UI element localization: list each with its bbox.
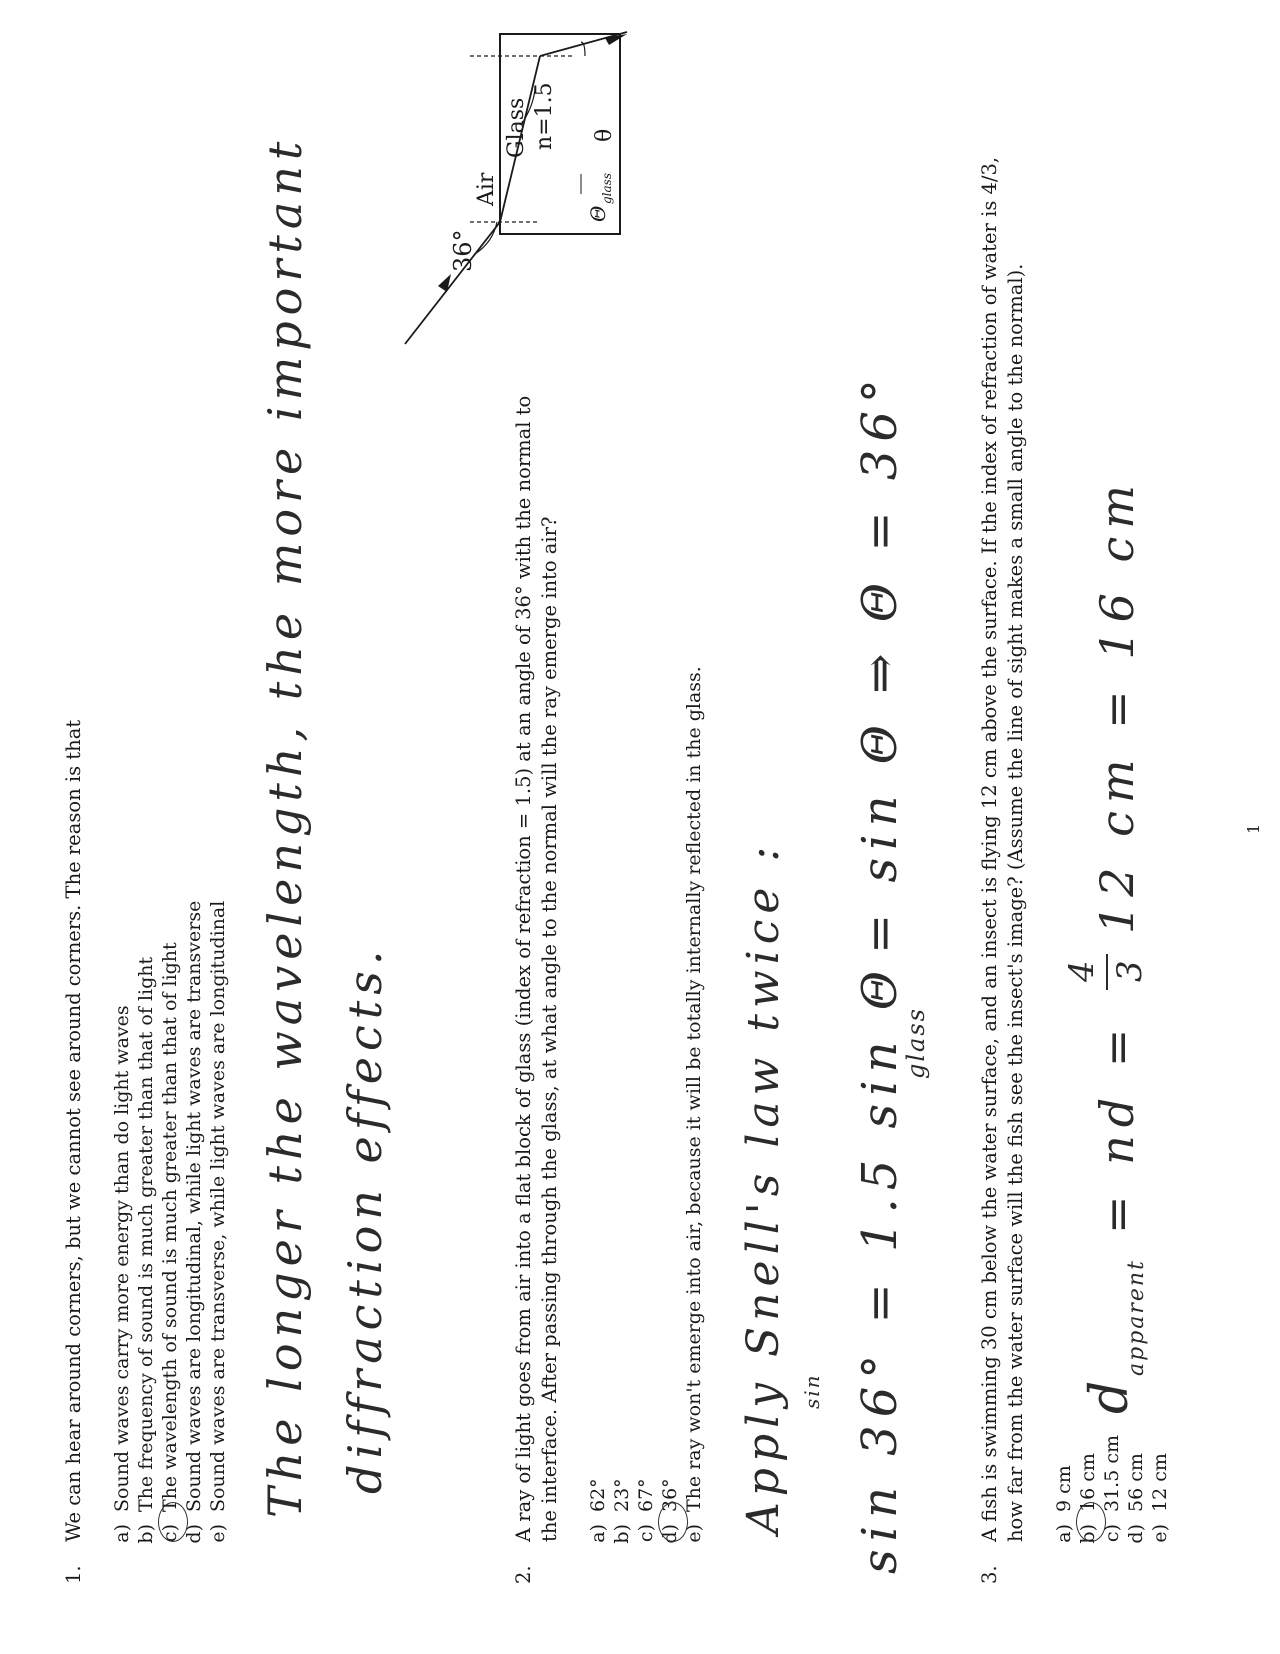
option-text: 36° [659,1478,681,1512]
page-number: 1 [1244,823,1263,834]
q2-option-e [680,666,708,1558]
glass-angle-subscript: glass [600,173,614,204]
question-3-text-line-2: how far from the water surface will the fish see the insect's image? (Assume the line of sight makes a small angle to the normal). [1004,263,1027,1542]
option-text: The ray won't emerge into air, because it will be totally internally reflected in the glass. [683,666,705,1512]
q3-handwriting-subscript: apparent [1124,1259,1149,1376]
q3-handwriting-fraction-bottom: 3 [1110,958,1150,982]
question-1-number: 1. [62,1565,85,1584]
q1-option-e [204,901,232,1558]
q1-handwriting-line-2: diffraction effects. [338,944,392,1494]
option-text: 23° [611,1478,633,1512]
question-2-number: 2. [512,1565,535,1584]
option-text: The frequency of sound is much greater than that of light [135,956,157,1512]
incident-angle-label: 36° [449,229,477,272]
question-3-text-line-1: A fish is swimming 30 cm below the water surface, and an insect is flying 12 cm above the surface. If the index of refraction of water is 4/3, [978,156,1001,1542]
q3-option-e [1146,1453,1174,1558]
option-label: d) [659,1524,681,1544]
incident-arrow-icon [438,274,451,292]
q2-handwriting-line-1: Apply Snell's law twice : [738,840,789,1534]
option-label: e) [207,1524,229,1543]
question-1-text: We can hear around corners, but we cannot see around corners. The reason is that [62,719,85,1542]
option-label: a) [111,1524,133,1543]
index-label: n=1.5 [532,82,557,150]
q2-handwriting-sin-note: sin [800,1373,824,1409]
glass-angle-label: Θ [586,205,610,222]
option-label: e) [683,1524,705,1543]
glass-label: Glass [504,97,529,158]
option-label: c) [1101,1524,1123,1543]
option-label: e) [1149,1524,1171,1543]
option-text: The wavelength of sound is much greater than that of light [159,942,181,1512]
option-text: 62° [587,1478,609,1512]
option-label: c) [635,1524,657,1543]
option-label: c) [159,1524,181,1543]
option-label: b) [135,1524,157,1544]
option-text: 16 cm [1077,1453,1099,1512]
question-2-text-line-2: the interface. After passing through the glass, at what angle to the normal will the ray emerge into air? [538,516,561,1542]
option-label: d) [183,1524,205,1544]
option-label: d) [1125,1524,1147,1544]
question-3-number: 3. [978,1565,1001,1584]
q1-handwriting-line-1: The longer the wavelength, the more important [258,135,312,1518]
q3-handwriting-fraction-top: 4 [1062,958,1102,982]
option-text: 12 cm [1149,1453,1171,1512]
option-label: b) [611,1524,633,1544]
option-text: Sound waves are longitudinal, while light waves are transverse [183,900,205,1512]
q2-handwriting-equation: sin 36° = 1.5 sin Θ [852,962,908,1574]
option-text: 67° [635,1478,657,1512]
option-label: b) [1077,1524,1099,1544]
q3-handwriting-equation: = nd = [1090,1020,1144,1234]
q3-handwriting-d: d [1080,1376,1140,1414]
option-label: a) [1053,1524,1075,1543]
option-text: 56 cm [1125,1453,1147,1512]
option-label: a) [587,1524,609,1543]
air-label: Air [474,172,499,206]
q3-handwriting-result: 12 cm = 16 cm [1090,477,1144,934]
fraction-bar [1106,954,1108,990]
q2-handwriting-result: = sin Θ ⇒ Θ = 36° [852,371,908,954]
exit-angle-label: θ [592,128,617,142]
q2-handwriting-subscript: glass [902,1007,930,1079]
option-text: Sound waves are transverse, while light waves are longitudinal [207,900,229,1512]
option-text: Sound waves carry more energy than do light waves [111,1005,133,1512]
refraction-diagram [385,24,635,354]
option-text: 31.5 cm [1101,1434,1123,1512]
question-2-text-line-1: A ray of light goes from air into a flat block of glass (index of refraction = 1.5) at an angle of 36° with the normal to [512,395,535,1542]
option-text: 9 cm [1053,1465,1075,1512]
